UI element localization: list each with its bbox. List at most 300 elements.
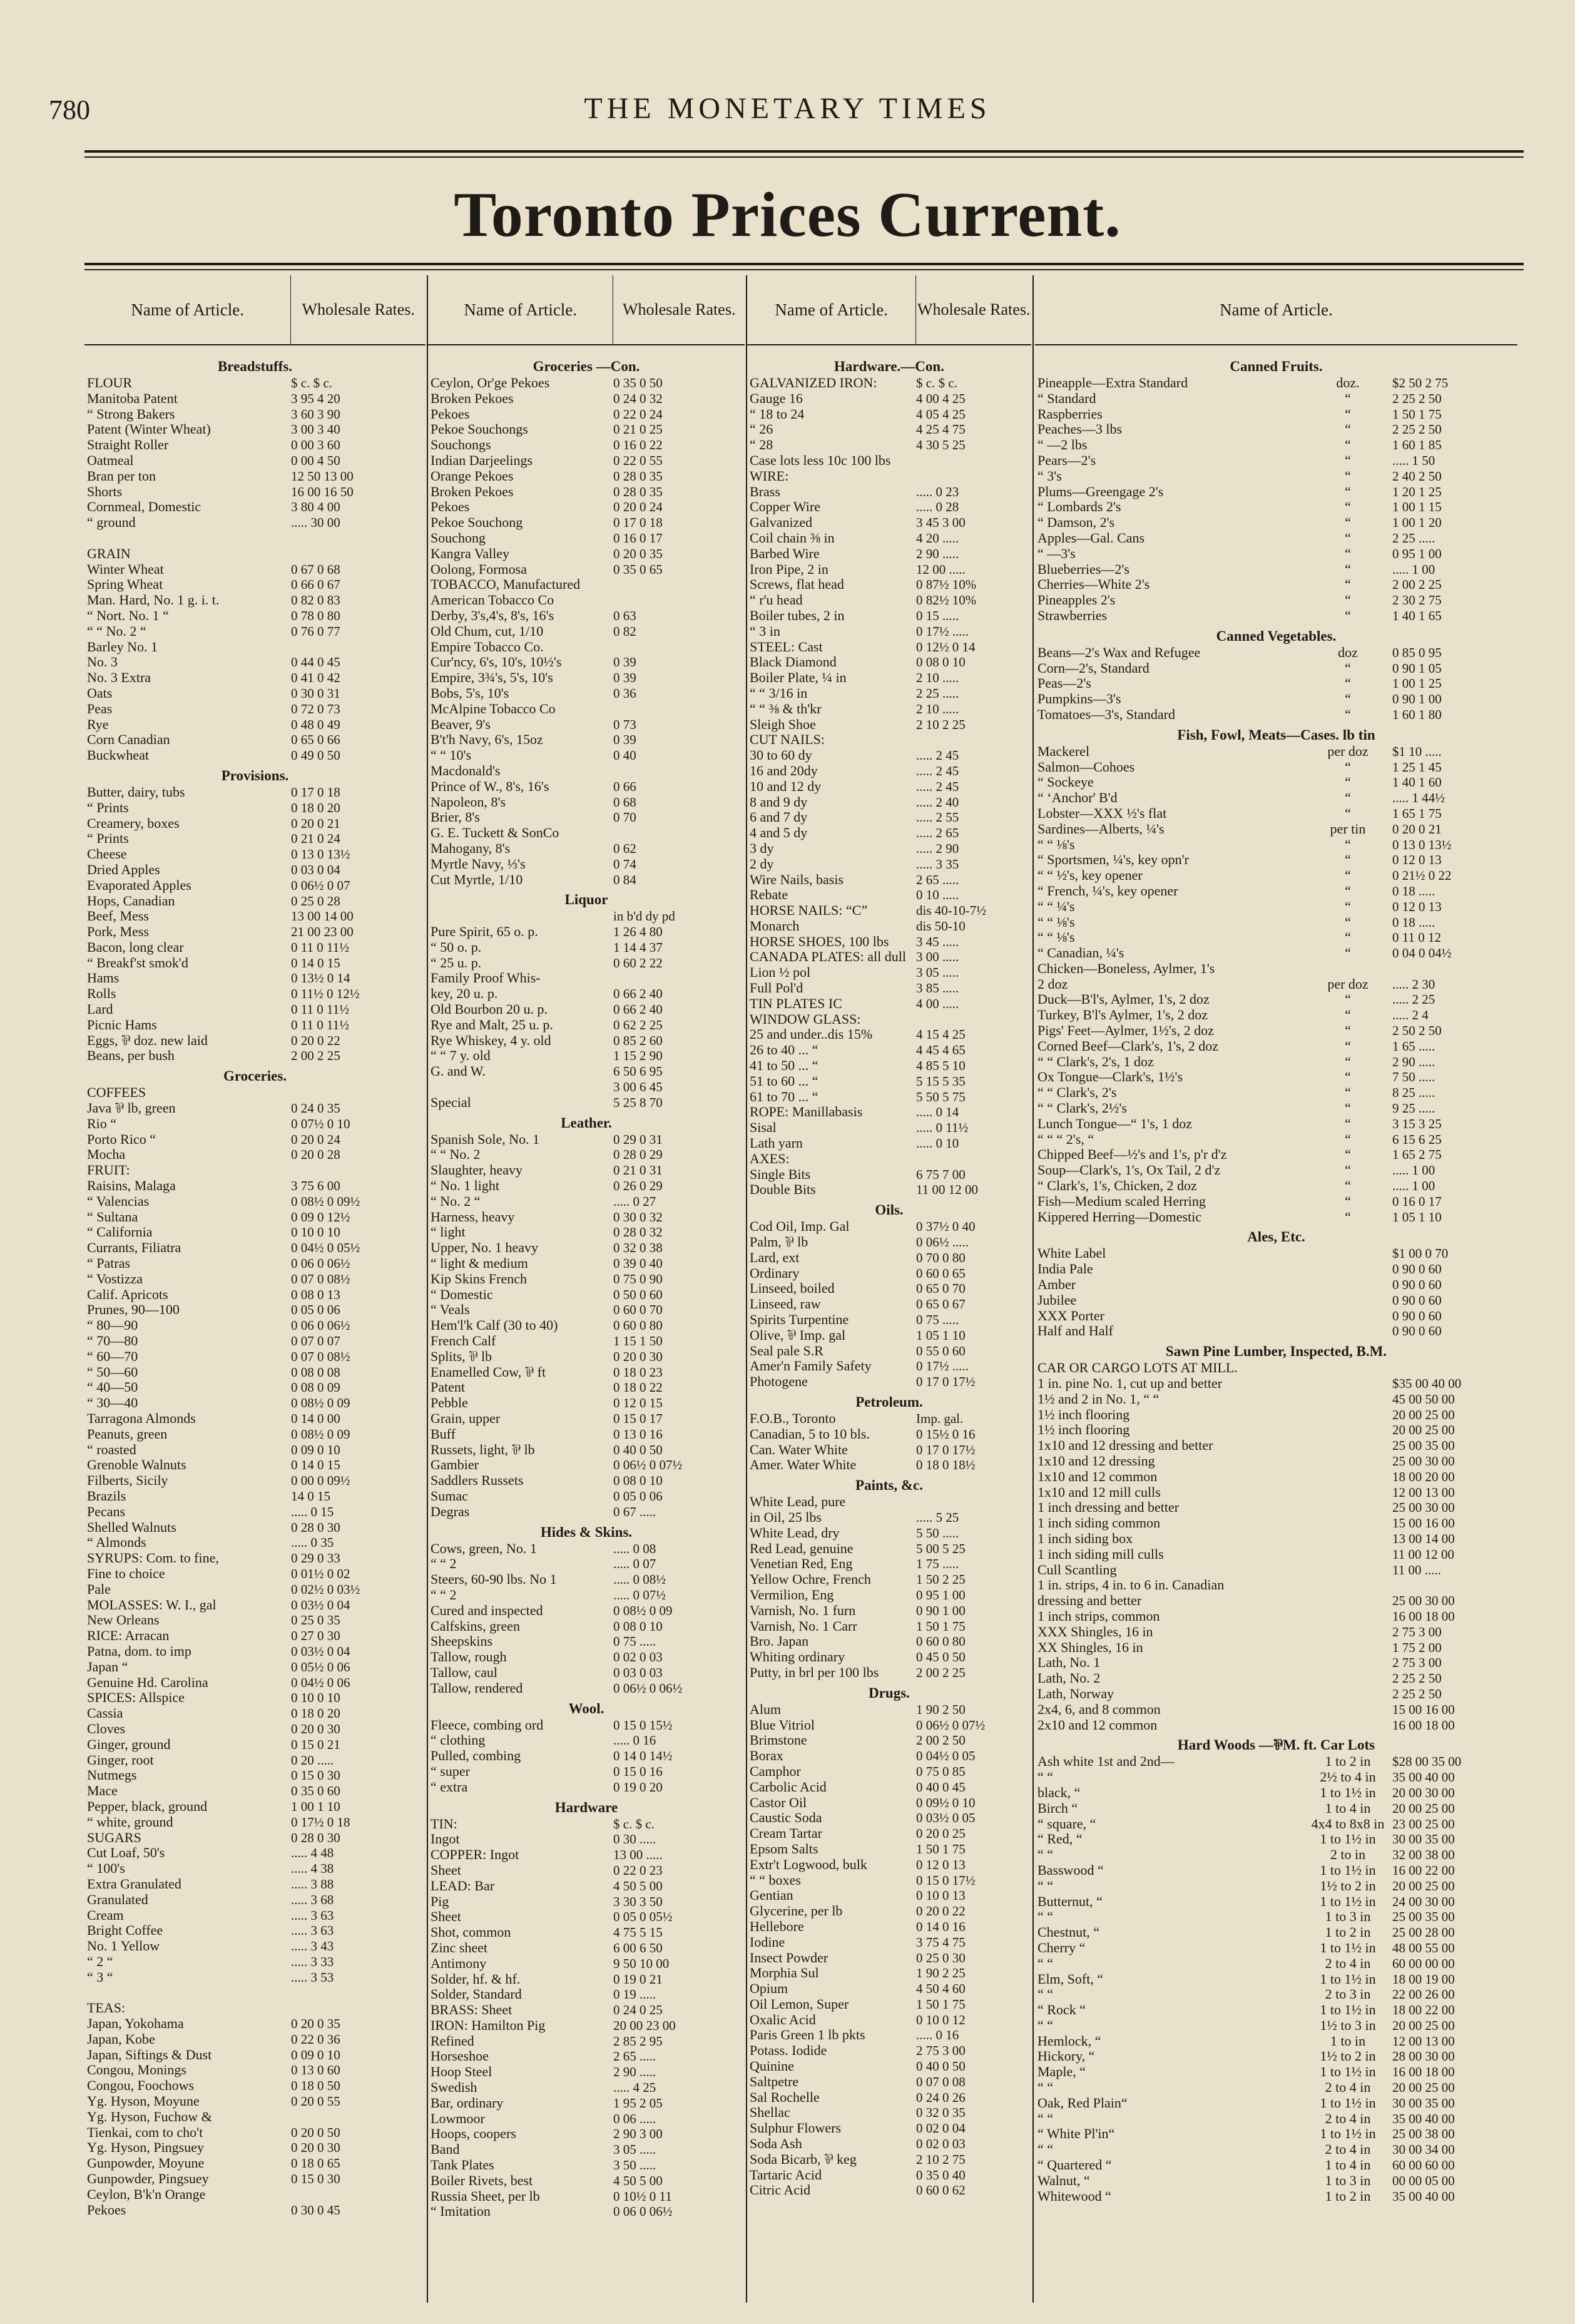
price-row	[1035, 531, 1517, 546]
price-row	[84, 701, 426, 717]
wholesale-rate: 0 29 0 31	[613, 1131, 663, 1147]
price-row	[747, 732, 1031, 748]
price-row	[84, 1768, 426, 1783]
price-row	[428, 2064, 745, 2080]
wholesale-rate: 0 22 0 23	[613, 1862, 663, 1878]
article-name: Red Lead, genuine	[750, 1541, 854, 1556]
unit	[1307, 1392, 1389, 1407]
wholesale-rate: 0 18 0 18½	[916, 1457, 976, 1473]
wholesale-rate: 2 25 .....	[1392, 530, 1435, 546]
article-name: White Lead, pure	[750, 1494, 846, 1510]
article-name: 8 and 9 dy	[750, 794, 808, 810]
unit: “	[1345, 576, 1351, 593]
unit	[1307, 1422, 1389, 1438]
wholesale-rate: ..... 1 50	[1392, 452, 1435, 468]
wholesale-rate: ..... 0 28	[916, 499, 959, 515]
section-heading: Drugs.	[869, 1684, 910, 1701]
price-row	[747, 391, 1031, 407]
article-name: Extra Granulated	[87, 1876, 181, 1892]
wholesale-rate: ..... 1 00	[1392, 1163, 1435, 1178]
price-row	[747, 1027, 1031, 1042]
wholesale-rate: 4 00 .....	[916, 996, 959, 1011]
price-row	[428, 1634, 745, 1649]
price-row	[84, 862, 426, 878]
article-name: “ “ ⅜ & th'kr	[750, 701, 822, 716]
price-row	[1035, 1194, 1517, 1210]
wholesale-rate: 16 00 22 00	[1392, 1862, 1455, 1878]
wholesale-rate: 0 62	[613, 840, 636, 856]
column-header	[428, 275, 745, 345]
wholesale-rate: 0 20 0 35	[291, 2016, 340, 2032]
wholesale-rate: 0 87½ 10%	[916, 577, 977, 593]
wholesale-rate: 0 50 0 60	[613, 1287, 663, 1302]
price-row	[428, 391, 745, 407]
wholesale-rate: 4 50 4 60	[916, 1981, 966, 1997]
article-name: Creamery, boxes	[87, 815, 180, 831]
price-row	[84, 1690, 426, 1706]
wholesale-rate: 0 13½ 0 14	[291, 971, 350, 986]
wholesale-rate: 0 10 0 10	[291, 1690, 340, 1706]
wholesale-rate: ..... 0 16	[613, 1733, 656, 1748]
article-name: Morphia Sul	[750, 1965, 819, 1981]
unit: per doz	[1327, 743, 1369, 759]
article-name: “ Valencias	[87, 1193, 150, 1209]
article-name: Basswood “	[1037, 1862, 1104, 1878]
article-name: Pekoe Souchong	[431, 515, 523, 531]
article-name: “ 2 “	[87, 1954, 113, 1969]
price-row	[84, 2016, 426, 2032]
price-row	[84, 577, 426, 593]
wholesale-rate: 4 30 5 25	[916, 437, 966, 453]
wholesale-rate: 0 62 2 25	[613, 1017, 663, 1032]
wholesale-rate: 0 30 0 32	[613, 1209, 663, 1225]
article-name: “ Nort. No. 1 “	[87, 608, 169, 623]
article-name: Turkey, B'l's Aylmer, 1's, 2 doz	[1037, 1007, 1208, 1023]
article-name: “ Strong Bakers	[87, 406, 175, 422]
unit: 2 to 4 in	[1325, 2110, 1371, 2126]
price-row	[84, 1302, 426, 1318]
price-row	[428, 655, 745, 670]
wholesale-rate: $28 00 35 00	[1392, 1754, 1462, 1770]
article-name: 3 dy	[750, 840, 774, 856]
article-name: Fine to choice	[87, 1566, 165, 1581]
article-name: G. and W.	[431, 1064, 486, 1079]
wholesale-rate: 0 48 0 49	[291, 716, 340, 732]
price-row	[1035, 2142, 1517, 2158]
article-name: “ extra	[431, 1779, 468, 1795]
wholesale-rate: 0 03½ 0 04	[291, 1597, 350, 1613]
price-row	[1035, 645, 1517, 661]
article-name: black, “	[1037, 1785, 1081, 1800]
price-row	[428, 1442, 745, 1458]
article-name: Walnut, “	[1037, 2173, 1090, 2188]
wholesale-rate: ..... 1 44½	[1392, 790, 1445, 806]
price-row	[1035, 562, 1517, 578]
article-name: “ ‘Anchor' B'd	[1037, 790, 1118, 806]
unit: “	[1345, 437, 1351, 453]
price-row	[84, 375, 426, 391]
unit: 2 to 3 in	[1325, 1986, 1371, 2002]
price-row	[428, 407, 745, 422]
article-name: Straight Roller	[87, 437, 169, 453]
unit: 2 to 4 in	[1325, 2141, 1371, 2158]
wholesale-rate: 11 00 .....	[1392, 1562, 1441, 1577]
price-row	[428, 1147, 745, 1163]
price-row	[1035, 1987, 1517, 2002]
article-name: Band	[431, 2142, 460, 2158]
wholesale-rate: 0 03 0 04	[291, 862, 340, 877]
article-name: Pepper, black, ground	[87, 1798, 208, 1814]
article-name: “ 28	[750, 437, 773, 453]
article-name: Pig	[431, 1893, 449, 1909]
price-row	[1035, 775, 1517, 790]
price-row	[84, 1892, 426, 1908]
price-row	[1035, 1163, 1517, 1178]
article-name: Linseed, raw	[750, 1297, 821, 1312]
price-row	[84, 1163, 426, 1178]
wholesale-rate: 0 08 0 10	[613, 1473, 663, 1489]
wholesale-rate: 0 67 0 68	[291, 561, 340, 577]
article-name: Oats	[87, 685, 113, 701]
price-row	[747, 593, 1031, 608]
article-name: Manitoba Patent	[87, 390, 178, 406]
wholesale-rate: 25 00 35 00	[1392, 1438, 1455, 1454]
price-row	[84, 1349, 426, 1365]
wholesale-rate: 2 10 .....	[916, 701, 959, 716]
article-name: Saltpetre	[750, 2074, 799, 2089]
article-name: Cod Oil, Imp. Gal	[750, 1219, 850, 1235]
unit: “	[1345, 592, 1351, 608]
price-row	[747, 2152, 1031, 2168]
unit	[1307, 1407, 1389, 1423]
article-name: Picnic Hams	[87, 1017, 157, 1032]
price-row	[84, 1048, 426, 1064]
article-name: Nutmegs	[87, 1768, 137, 1783]
price-row	[1035, 1801, 1517, 1817]
price-row	[747, 1965, 1031, 1981]
article-name: Broken Pekoes	[431, 484, 514, 499]
wholesale-rate: ..... 2 40	[916, 794, 959, 810]
article-name: Russets, light, ⅌ lb	[431, 1442, 535, 1457]
wholesale-rate: 0 02 0 03	[916, 2136, 966, 2152]
price-row	[84, 1272, 426, 1287]
article-name: “ 3 “	[87, 1969, 113, 1985]
article-name: 61 to 70 ... “	[750, 1089, 818, 1104]
price-row	[84, 499, 426, 515]
unit: “	[1345, 1022, 1351, 1039]
unit	[1307, 961, 1389, 977]
article-name: Lobster—XXX ½'s flat	[1037, 805, 1167, 821]
article-name: “ white, ground	[87, 1814, 173, 1830]
article-name: 1x10 and 12 dressing	[1037, 1454, 1155, 1469]
article-name: “ Quartered “	[1037, 2158, 1112, 2173]
wholesale-rate: 1 14 4 37	[613, 939, 663, 955]
wholesale-rate: 25 00 38 00	[1392, 2126, 1455, 2142]
price-row	[1035, 1500, 1517, 1516]
wholesale-rate: 0 13 0 13½	[1392, 837, 1452, 852]
article-name: Splits, ⅌ lb	[431, 1348, 492, 1364]
unit	[1307, 1246, 1389, 1261]
wholesale-rate: $1 00 0 70	[1392, 1246, 1449, 1261]
wholesale-rate: 2 30 2 75	[1392, 593, 1442, 608]
wholesale-rate: 0 21½ 0 22	[1392, 868, 1452, 884]
column-header	[747, 275, 1031, 345]
price-row	[747, 779, 1031, 795]
article-name: 1 in. strips, 4 in. to 6 in. Canadian	[1037, 1577, 1225, 1593]
wholesale-rate: 45 00 50 00	[1392, 1391, 1455, 1407]
article-name: GRAIN	[87, 546, 131, 561]
wholesale-rate	[1389, 1577, 1517, 1593]
price-row	[747, 1266, 1031, 1282]
top-rule-thin	[84, 156, 1524, 158]
price-row	[84, 1535, 426, 1551]
wholesale-rate: 0 17½ .....	[916, 1358, 969, 1374]
article-name: Macdonald's	[431, 763, 501, 778]
unit: “	[1345, 914, 1351, 930]
article-name: “ 100's	[87, 1861, 125, 1877]
article-name: 1 in. pine No. 1, cut up and better	[1037, 1376, 1223, 1392]
wholesale-rate: 0 07 0 08	[916, 2074, 966, 2089]
article-name: Sal Rochelle	[750, 2089, 820, 2105]
price-row	[747, 1950, 1031, 1966]
unit: “	[1345, 1131, 1351, 1147]
price-row	[428, 1504, 745, 1520]
article-name: Sheet	[431, 1909, 461, 1925]
wholesale-rate: 20 00 25 00	[1392, 2080, 1455, 2096]
article-name: “ “ 10's	[431, 748, 472, 763]
article-name: Pineapples 2's	[1037, 593, 1116, 608]
price-row	[428, 1302, 745, 1318]
unit: “	[1345, 1115, 1351, 1131]
article-name: “ “ “ 2's, “	[1037, 1131, 1094, 1147]
top-rule	[84, 150, 1524, 153]
price-row	[1035, 1770, 1517, 1785]
unit	[1307, 1293, 1389, 1308]
article-name: Sumac	[431, 1488, 468, 1504]
price-row	[747, 1457, 1031, 1473]
price-row	[428, 531, 745, 546]
article-name: “ “	[1037, 1909, 1054, 1925]
price-row	[428, 1925, 745, 1940]
price-row	[84, 391, 426, 407]
unit: 1 to 2 in	[1325, 2188, 1371, 2204]
unit: “	[1345, 1146, 1351, 1163]
wholesale-rate: 0 20 0 22	[916, 1904, 966, 1919]
article-name: TIN PLATES IC	[750, 996, 842, 1011]
article-name: Hoops, coopers	[431, 2126, 516, 2142]
header-name: Name of Article.	[775, 300, 889, 319]
article-name: Pekoes	[431, 406, 470, 422]
wholesale-rate: 1 15 2 90	[613, 1048, 663, 1064]
article-name: Zinc sheet	[431, 1940, 488, 1955]
price-row	[747, 1826, 1031, 1842]
price-row	[84, 2203, 426, 2218]
article-name: Extr't Logwood, bulk	[750, 1857, 867, 1872]
wholesale-rate: ..... 0 35	[291, 1535, 334, 1551]
article-name: “ clothing	[431, 1733, 486, 1748]
wholesale-rate: 20 00 30 00	[1392, 1785, 1455, 1800]
article-name: “ “ 2	[431, 1556, 457, 1572]
wholesale-rate: 20 00 25 00	[1392, 1407, 1455, 1422]
price-row	[747, 1603, 1031, 1619]
wholesale-rate: 0 20 0 30	[291, 1721, 340, 1736]
article-name: Spirits Turpentine	[750, 1312, 849, 1328]
wholesale-rate: 60 00 60 00	[1392, 2158, 1455, 2173]
price-row	[84, 1427, 426, 1442]
price-row	[747, 1297, 1031, 1312]
wholesale-rate	[912, 1151, 1031, 1167]
wholesale-rate: 0 39	[613, 655, 636, 670]
wholesale-rate	[1389, 1360, 1517, 1376]
wholesale-rate: 1 60 1 80	[1392, 706, 1442, 722]
price-row	[1035, 1054, 1517, 1070]
article-name: Old Bourbon 20 u. p.	[431, 1002, 548, 1017]
article-name: “ Clark's, 1's, Chicken, 2 doz	[1037, 1178, 1197, 1194]
wholesale-rate	[287, 1163, 426, 1178]
article-name: 1 inch siding mill culls	[1037, 1546, 1164, 1562]
article-name: Olive, ⅌ Imp. gal	[750, 1327, 846, 1343]
price-row	[428, 2111, 745, 2127]
article-name: Black Diamond	[750, 655, 837, 670]
price-row	[428, 1909, 745, 1925]
article-name: Patent (Winter Wheat)	[87, 422, 211, 437]
price-row	[428, 1194, 745, 1210]
wholesale-rate: 0 95 1 00	[1392, 546, 1442, 561]
price-row	[1035, 884, 1517, 899]
wholesale-rate: 0 24 0 32	[613, 390, 663, 406]
wholesale-rate: 3 05 .....	[613, 2142, 656, 2158]
price-row	[1035, 1246, 1517, 1261]
wholesale-rate: 1 65 2 75	[1392, 1147, 1442, 1163]
wholesale-rate: 0 32 0 35	[916, 2105, 966, 2121]
price-row	[428, 1349, 745, 1365]
price-row	[84, 986, 426, 1002]
wholesale-rate: 4 05 4 25	[916, 406, 966, 422]
wholesale-rate: 6 00 6 50	[613, 1940, 663, 1955]
price-row	[84, 1753, 426, 1768]
price-row	[1035, 1640, 1517, 1656]
wholesale-rate: 0 11 0 11½	[291, 939, 349, 955]
wholesale-rate: 0 82 0 83	[291, 593, 340, 608]
article-name: Hellebore	[750, 1919, 804, 1934]
article-name: Corn—2's, Standard	[1037, 660, 1149, 676]
article-name: Prince of W., 8's, 16's	[431, 778, 549, 794]
section-heading: Sawn Pine Lumber, Inspected, B.M.	[1165, 1343, 1387, 1360]
wholesale-rate: 0 75 .....	[916, 1312, 959, 1328]
wholesale-rate: 0 78 0 80	[291, 608, 340, 623]
price-row	[747, 1343, 1031, 1359]
article-name: Peaches—3 lbs	[1037, 422, 1123, 437]
wholesale-rate: 0 15 0 17½	[916, 1872, 976, 1888]
wholesale-rate: 0 60 2 22	[613, 955, 663, 971]
unit: “	[1345, 867, 1351, 884]
article-name: Cream Tartar	[750, 1826, 822, 1842]
price-row	[84, 2094, 426, 2109]
wholesale-rate	[287, 2109, 426, 2125]
price-row	[428, 484, 745, 500]
article-name: Ash white 1st and 2nd—	[1037, 1754, 1175, 1770]
price-row	[428, 701, 745, 717]
unit: 1 to 1½ in	[1320, 1784, 1376, 1800]
article-name: Full Pol'd	[750, 981, 803, 996]
title-rule-thin	[84, 269, 1524, 270]
article-name: Butter, dairy, tubs	[87, 784, 185, 800]
article-name: Vermilion, Eng	[750, 1587, 834, 1603]
article-name: Chestnut, “	[1037, 1925, 1099, 1940]
article-name: Fish—Medium scaled Herring	[1037, 1193, 1206, 1209]
article-name: Sleigh Shoe	[750, 716, 816, 732]
price-row	[84, 2109, 426, 2125]
wholesale-rate: 1 05 1 10	[1392, 1209, 1442, 1225]
price-row	[428, 732, 745, 748]
wholesale-rate: 0 07 0 07	[291, 1333, 340, 1349]
unit: 1 to 2 in	[1325, 1924, 1371, 1940]
wholesale-rate: 16 00 18 00	[1392, 2064, 1455, 2080]
wholesale-rate: 1 50 1 75	[1392, 406, 1442, 422]
article-name: “ 70—80	[87, 1333, 138, 1349]
unit: 1½ to 2 in	[1320, 1877, 1376, 1893]
wholesale-rate: 0 76 0 77	[291, 623, 340, 639]
article-name: “ Imitation	[431, 2204, 491, 2220]
wholesale-rate: 0 20 0 22	[291, 1032, 340, 1048]
article-name: Cut Myrtle, 1/10	[431, 872, 523, 887]
wholesale-rate: 3 45 .....	[916, 934, 959, 949]
article-name: Corned Beef—Clark's, 1's, 2 doz	[1037, 1038, 1218, 1054]
article-name: Soup—Clark's, 1's, Ox Tail, 2 d'z	[1037, 1163, 1221, 1178]
price-row	[747, 2168, 1031, 2183]
wholesale-rate: 0 05 0 06	[291, 1302, 340, 1318]
price-row	[1035, 1360, 1517, 1376]
wholesale-rate: 0 09 0 10	[291, 2047, 340, 2062]
wholesale-rate: ..... 3 33	[291, 1954, 334, 1969]
article-name: Tomatoes—3's, Standard	[1037, 706, 1175, 722]
wholesale-rate: 2 10 2 75	[916, 2151, 966, 2167]
article-name: Half and Half	[1037, 1323, 1113, 1339]
article-name: Grain, upper	[431, 1411, 501, 1426]
article-name: Screws, flat head	[750, 577, 844, 593]
article-name: Japan “	[87, 1659, 128, 1674]
price-row	[1035, 2126, 1517, 2142]
wholesale-rate: 0 27 0 30	[291, 1628, 340, 1644]
wholesale-rate: 0 90 0 60	[1392, 1261, 1442, 1277]
wholesale-rate	[287, 640, 426, 655]
wholesale-rate: 20 00 25 00	[1392, 1422, 1455, 1438]
price-row	[747, 437, 1031, 453]
wholesale-rate: 2 90 3 00	[613, 2126, 663, 2142]
price-row	[747, 1810, 1031, 1826]
price-row	[428, 624, 745, 640]
unit: “	[1345, 1053, 1351, 1069]
wholesale-rate: 3 75 4 75	[916, 1934, 966, 1950]
wholesale-rate: 4 00 4 25	[916, 390, 966, 406]
price-row	[428, 546, 745, 562]
price-row	[1035, 1422, 1517, 1438]
article-name: 2 doz	[1037, 976, 1068, 992]
price-row	[84, 878, 426, 894]
wholesale-rate: 4 20 .....	[916, 530, 959, 546]
wholesale-rate: 16 00 16 50	[291, 484, 354, 499]
price-row	[747, 1012, 1031, 1027]
wholesale-rate: 0 21 0 31	[613, 1163, 663, 1178]
price-row	[1035, 806, 1517, 822]
section-heading: Breadstuffs.	[217, 359, 293, 374]
unit: “	[1345, 1007, 1351, 1023]
wholesale-rate: 0 68	[613, 794, 636, 810]
price-row	[1035, 822, 1517, 837]
price-row	[428, 2080, 745, 2096]
article-name: No. 3 Extra	[87, 670, 151, 686]
price-row	[84, 1002, 426, 1017]
